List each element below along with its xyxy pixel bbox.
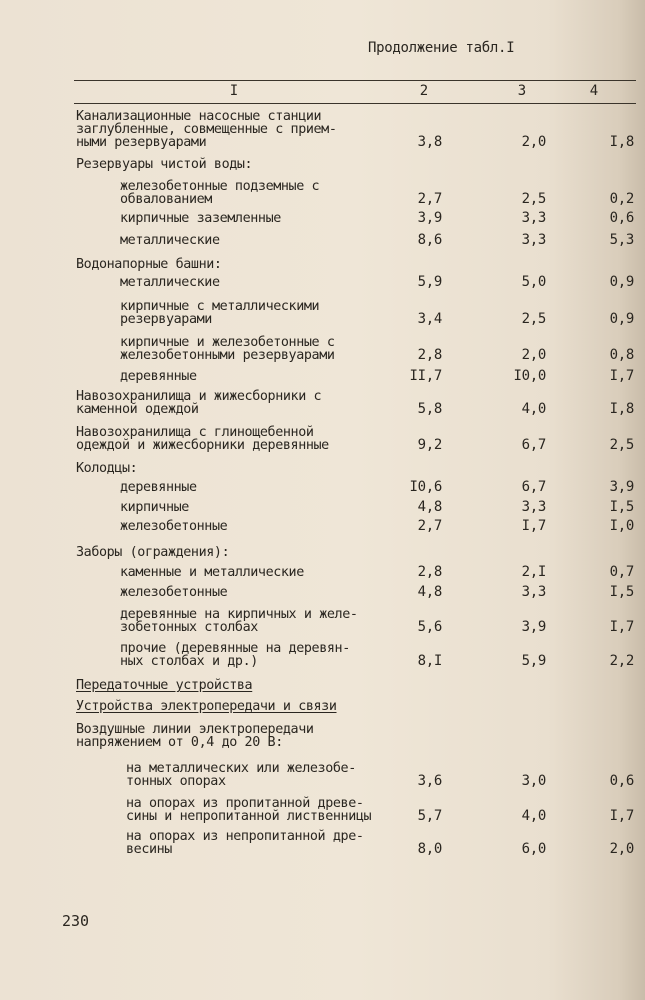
cell-col-3: 4,0: [521, 808, 546, 824]
table-top-rule: [74, 80, 636, 81]
header-col-2: 2: [419, 83, 429, 99]
row-label-line: кирпичные: [120, 500, 189, 515]
row-label-line: кирпичные заземленные: [120, 211, 281, 226]
cell-col-4: I,7: [609, 808, 634, 824]
row-label-line: весины: [126, 842, 172, 857]
row-label-line: Колодцы:: [76, 461, 138, 476]
cell-col-2: II,7: [409, 368, 442, 384]
row-label-line: кирпичные с металлическими: [120, 299, 320, 314]
row-label-line: железобетонными резервуарами: [120, 348, 335, 363]
table-header-rule: [74, 103, 636, 104]
cell-col-4: I,8: [609, 134, 634, 150]
row-label-line: кирпичные и железобетонные с: [120, 335, 335, 350]
row-label-line: железобетонные подземные с: [120, 179, 320, 194]
cell-col-2: 5,9: [417, 274, 442, 290]
cell-col-3: 6,7: [521, 437, 546, 453]
cell-col-2: 5,8: [417, 401, 442, 417]
cell-col-3: 5,0: [521, 274, 546, 290]
cell-col-4: 0,9: [609, 274, 634, 290]
row-label-line: железобетонные: [120, 585, 228, 600]
cell-col-4: I,7: [609, 619, 634, 635]
row-label-line: на металлических или железобе-: [126, 761, 356, 776]
cell-col-3: 6,0: [521, 841, 546, 857]
row-label-line: сины и непропитанной лиственницы: [126, 809, 372, 824]
page-number: 230: [62, 912, 90, 930]
cell-col-2: 4,8: [417, 584, 442, 600]
cell-col-2: 8,0: [417, 841, 442, 857]
cell-col-2: 2,7: [417, 191, 442, 207]
cell-col-2: I0,6: [409, 479, 442, 495]
cell-col-2: 5,6: [417, 619, 442, 635]
cell-col-3: 6,7: [521, 479, 546, 495]
cell-col-4: 0,8: [609, 347, 634, 363]
cell-col-3: 2,5: [521, 311, 546, 327]
row-label-line: деревянные: [120, 480, 197, 495]
row-label-line: тонных опорах: [126, 774, 226, 789]
cell-col-4: I,8: [609, 401, 634, 417]
header-col-4: 4: [589, 83, 599, 99]
row-label-line: каменной одеждой: [76, 402, 199, 417]
cell-col-4: 3,9: [609, 479, 634, 495]
row-label-line: напряжением от 0,4 до 20 В:: [76, 735, 283, 750]
cell-col-4: 2,5: [609, 437, 634, 453]
cell-col-2: 3,9: [417, 210, 442, 226]
cell-col-4: 0,6: [609, 773, 634, 789]
cell-col-2: 3,8: [417, 134, 442, 150]
cell-col-3: 2,5: [521, 191, 546, 207]
row-label-line: ных столбах и др.): [120, 654, 258, 669]
cell-col-2: 9,2: [417, 437, 442, 453]
cell-col-2: 2,8: [417, 347, 442, 363]
row-label-line: резервуарами: [120, 312, 212, 327]
table-caption: Продолжение табл.I: [368, 40, 515, 56]
cell-col-4: I,5: [609, 584, 634, 600]
cell-col-3: 5,9: [521, 653, 546, 669]
row-label-line: Водонапорные башни:: [76, 257, 222, 272]
row-label-line: Воздушные линии электропередачи: [76, 722, 314, 737]
row-label-line: деревянные: [120, 369, 197, 384]
row-label-line: металлические: [120, 275, 220, 290]
row-label-line: одеждой и жижесборники деревянные: [76, 438, 329, 453]
cell-col-3: 2,0: [521, 134, 546, 150]
cell-col-2: 5,7: [417, 808, 442, 824]
cell-col-3: 3,9: [521, 619, 546, 635]
cell-col-4: 2,0: [609, 841, 634, 857]
cell-col-4: 0,9: [609, 311, 634, 327]
row-label-line: Резервуары чистой воды:: [76, 157, 253, 172]
row-label-line: Канализационные насосные станции: [76, 109, 322, 124]
cell-col-4: I,7: [609, 368, 634, 384]
cell-col-2: 3,4: [417, 311, 442, 327]
row-label-line: железобетонные: [120, 519, 228, 534]
row-label-line: металлические: [120, 233, 220, 248]
row-label-line: Устройства электропередачи и связи: [76, 699, 337, 714]
cell-col-3: 3,3: [521, 584, 546, 600]
cell-col-2: 8,6: [417, 232, 442, 248]
cell-col-4: 0,7: [609, 564, 634, 580]
cell-col-2: 3,6: [417, 773, 442, 789]
cell-col-4: 0,6: [609, 210, 634, 226]
cell-col-2: 2,8: [417, 564, 442, 580]
row-label-line: обвалованием: [120, 192, 212, 207]
cell-col-4: I,0: [609, 518, 634, 534]
cell-col-4: 0,2: [609, 191, 634, 207]
cell-col-2: 4,8: [417, 499, 442, 515]
cell-col-3: 3,3: [521, 499, 546, 515]
cell-col-3: 4,0: [521, 401, 546, 417]
row-label-line: Заборы (ограждения):: [76, 545, 230, 560]
cell-col-3: 3,3: [521, 232, 546, 248]
row-label-line: ными резервуарами: [76, 135, 207, 150]
header-col-1: I: [229, 83, 239, 99]
header-col-3: 3: [517, 83, 527, 99]
row-label-line: Навозохранилища с глинощебенной: [76, 425, 314, 440]
cell-col-3: I0,0: [513, 368, 546, 384]
cell-col-4: 5,3: [609, 232, 634, 248]
cell-col-4: I,5: [609, 499, 634, 515]
row-label-line: Навозохранилища и жижесборники с: [76, 389, 322, 404]
row-label-line: зобетонных столбах: [120, 620, 258, 635]
row-label-line: заглубленные, совмещенные с прием-: [76, 122, 337, 137]
row-label-line: прочие (деревянные на деревян-: [120, 641, 350, 656]
row-label-line: Передаточные устройства: [76, 678, 253, 693]
row-label-line: на опорах из пропитанной древе-: [126, 796, 364, 811]
cell-col-3: 3,3: [521, 210, 546, 226]
cell-col-3: 2,0: [521, 347, 546, 363]
row-label-line: каменные и металлические: [120, 565, 304, 580]
cell-col-3: I,7: [521, 518, 546, 534]
cell-col-2: 2,7: [417, 518, 442, 534]
cell-col-2: 8,I: [417, 653, 442, 669]
cell-col-3: 3,0: [521, 773, 546, 789]
cell-col-4: 2,2: [609, 653, 634, 669]
cell-col-3: 2,I: [521, 564, 546, 580]
row-label-line: деревянные на кирпичных и желе-: [120, 607, 358, 622]
row-label-line: на опорах из непропитанной дре-: [126, 829, 364, 844]
